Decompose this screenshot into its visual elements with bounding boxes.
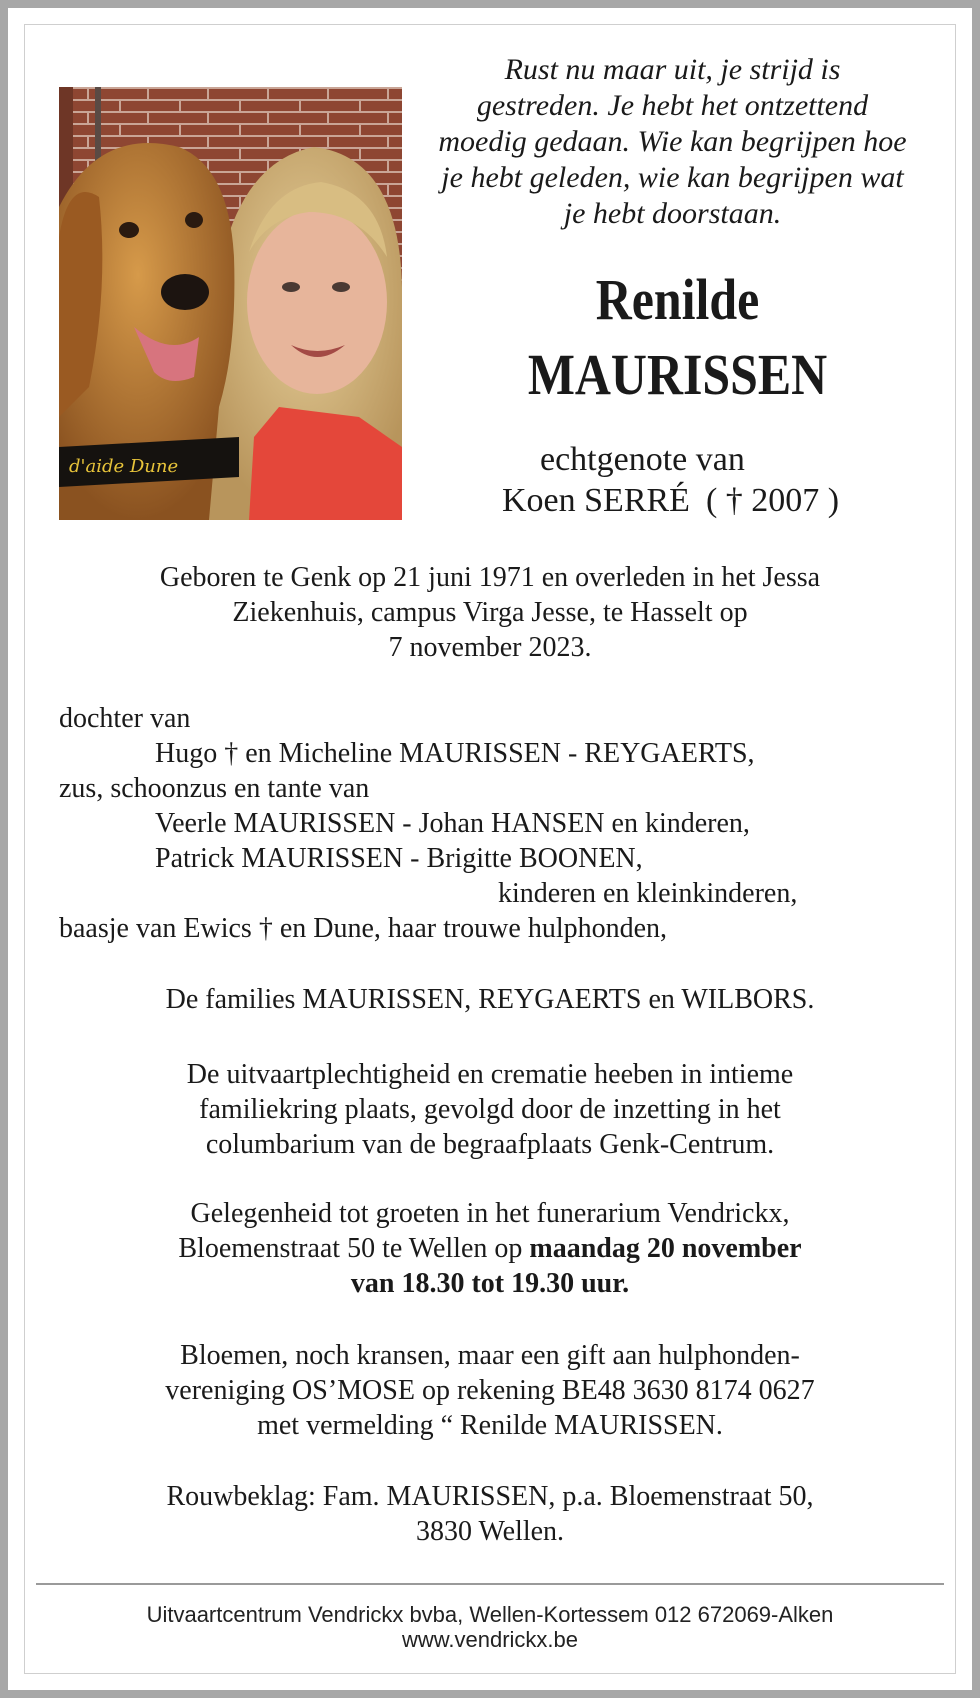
spouse-line xyxy=(502,481,839,521)
daughter-of: dochter van xyxy=(59,703,191,734)
ceremony-line: columbarium van de begraafplaats Genk-Centrum. xyxy=(205,1129,775,1160)
siblings-intro: zus, schoonzus en tante van xyxy=(59,773,370,804)
footer-divider xyxy=(36,1583,944,1585)
sibling-line-cont: kinderen en kleinkinderen, xyxy=(498,878,798,909)
deceased-last-name: MAURISSEN xyxy=(527,342,828,407)
condolences-line: 3830 Wellen. xyxy=(415,1516,565,1547)
parents: Hugo † en Micheline MAURISSEN - REYGAERTS, xyxy=(155,738,755,769)
visitation-time: van 18.30 tot 19.30 uur. xyxy=(350,1268,630,1299)
birth-line: Ziekenhuis, campus Virga Jesse, te Hasselt op xyxy=(232,597,748,628)
deceased-first-name: Renilde xyxy=(595,267,760,332)
sibling-line: Veerle MAURISSEN - Johan HANSEN en kinderen, xyxy=(155,808,750,839)
visitation-date: maandag 20 november xyxy=(529,1233,802,1264)
portrait-photo xyxy=(59,87,402,520)
poem-line: Rust nu maar uit, je strijd is xyxy=(504,53,841,86)
spouse-death-year: ( † 2007 ) xyxy=(705,482,840,519)
visitation-line: Gelegenheid tot groeten in het funerarium Vendrickx, xyxy=(190,1198,790,1229)
poem-line: je hebt doorstaan. xyxy=(563,197,782,230)
collar-text: d'aide Dune xyxy=(69,456,179,477)
portrait-image xyxy=(59,87,402,520)
visitation-address: Bloemenstraat 50 te Wellen op xyxy=(178,1233,530,1264)
poem-line: je hebt geleden, wie kan begrijpen wat xyxy=(441,161,904,194)
spouse-intro: echtgenote van xyxy=(540,441,745,478)
sibling-line: Patrick MAURISSEN - Brigitte BOONEN, xyxy=(155,843,643,874)
visitation-line xyxy=(40,1231,940,1266)
ceremony-line: familiekring plaats, gevolgd door de inzetting in het xyxy=(199,1094,781,1125)
flowers-line: met vermelding “ Renilde MAURISSEN. xyxy=(257,1410,723,1441)
birth-line: Geboren te Genk op 21 juni 1971 en overleden in het Jessa xyxy=(159,562,821,593)
footer-company: Uitvaartcentrum Vendrickx bvba, Wellen-Kortessem 012 672069-Alken xyxy=(146,1602,834,1627)
condolences-line: Rouwbeklag: Fam. MAURISSEN, p.a. Bloemenstraat 50, xyxy=(166,1481,814,1512)
flowers-line: Bloemen, noch kransen, maar een gift aan hulphonden- xyxy=(180,1340,800,1371)
dogs-line: baasje van Ewics † en Dune, haar trouwe hulphonden, xyxy=(59,913,668,944)
footer-website[interactable]: www.vendrickx.be xyxy=(401,1627,579,1652)
poem-line: gestreden. Je hebt het ontzettend xyxy=(476,89,869,122)
spouse-name: Koen SERRÉ xyxy=(502,482,690,519)
ceremony-line: De uitvaartplechtigheid en crematie heeben in intieme xyxy=(186,1059,794,1090)
birth-line: 7 november 2023. xyxy=(388,632,592,663)
poem xyxy=(405,52,940,232)
families-line: De families MAURISSEN, REYGAERTS en WILBORS. xyxy=(165,984,815,1015)
flowers-line: vereniging OS’MOSE op rekening BE48 3630 8174 0627 xyxy=(165,1375,815,1406)
poem-line: moedig gedaan. Wie kan begrijpen hoe xyxy=(438,125,907,158)
